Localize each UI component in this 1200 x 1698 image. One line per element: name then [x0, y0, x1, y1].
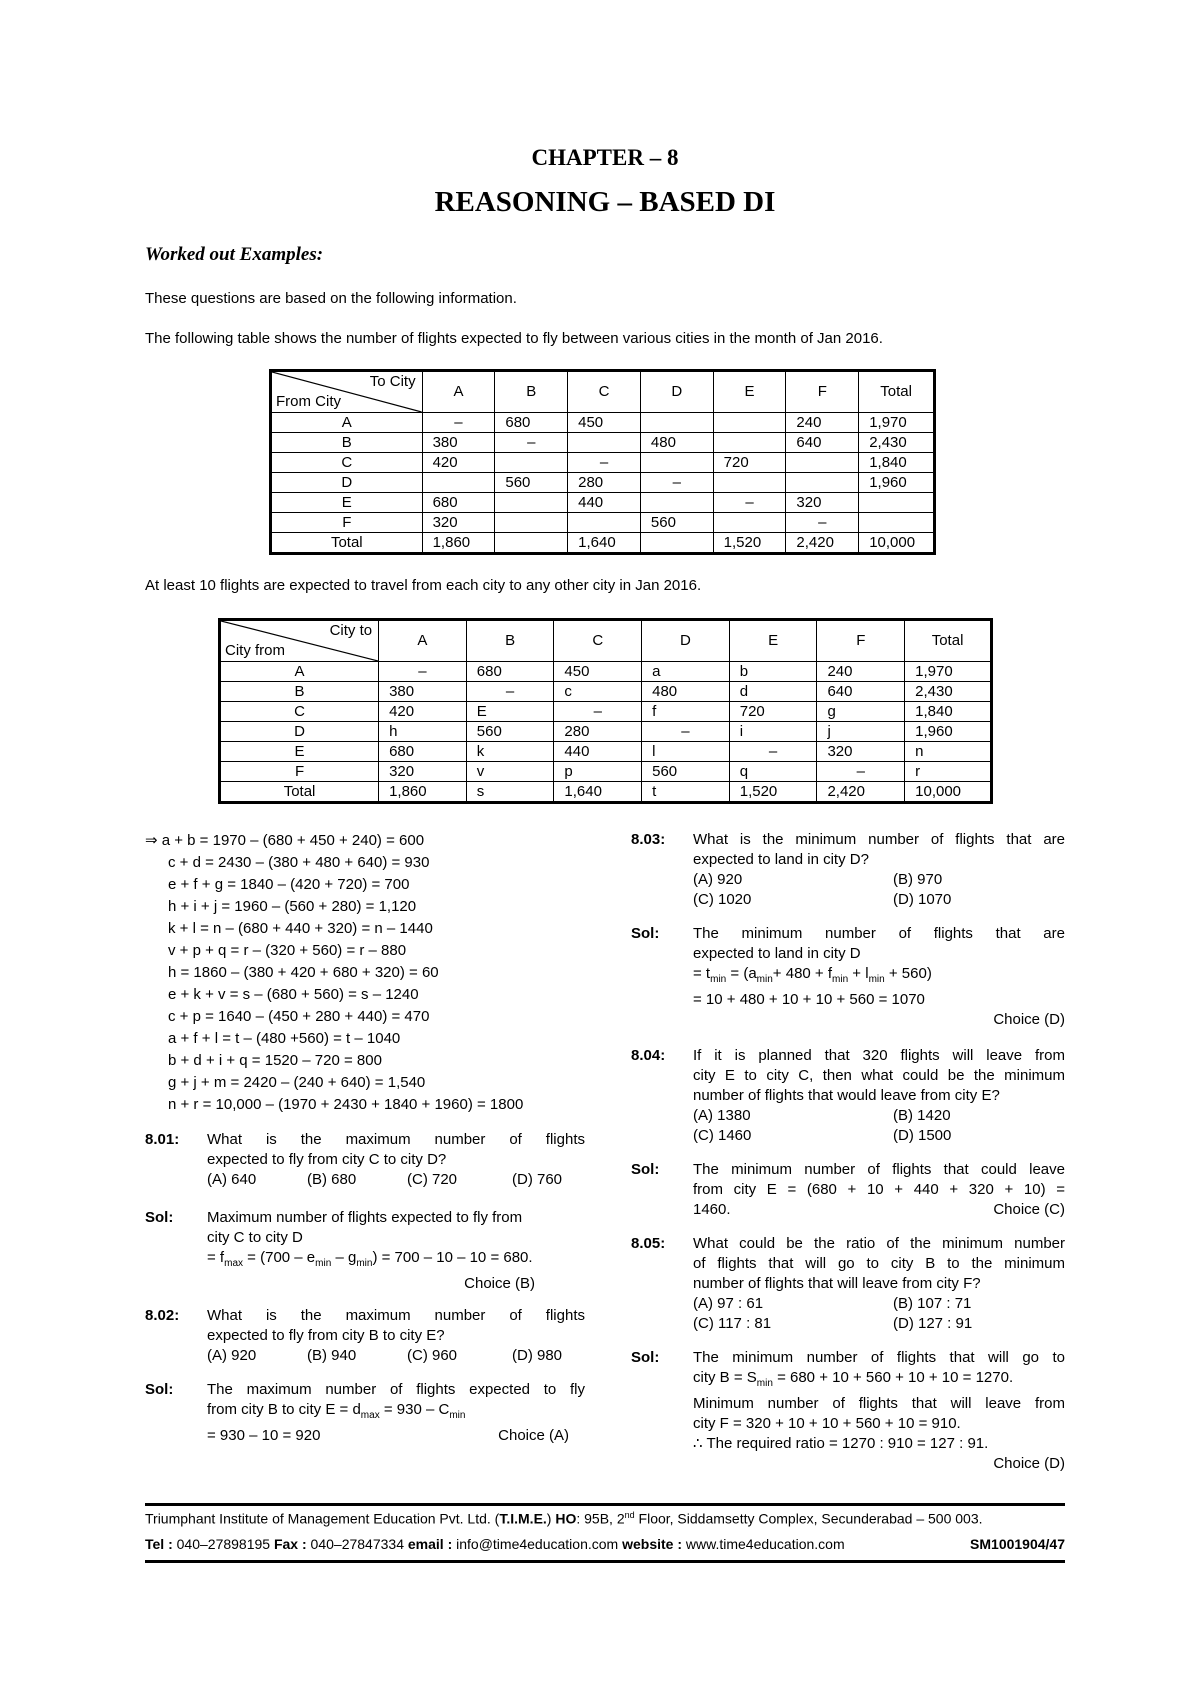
column-header: E: [729, 620, 817, 662]
intro-text-1: These questions are based on the following information.: [145, 290, 517, 307]
column-header: Total: [859, 371, 935, 413]
solution-text: The minimum number of flights that are: [693, 925, 1065, 942]
table-cell: 560: [495, 473, 568, 493]
table-cell: –: [640, 473, 713, 493]
options: [207, 1346, 585, 1366]
option-c: (C) 1020: [693, 891, 752, 908]
question-text: expected to fly from city B to city E?: [207, 1327, 445, 1344]
table-cell: l: [642, 742, 730, 762]
table-cell: [495, 513, 568, 533]
equation-line: v + p + q = r – (320 + 560) = r – 880: [168, 942, 407, 959]
table-cell: q: [729, 762, 817, 782]
row-header: F: [271, 513, 423, 533]
solution-text: The minimum number of flights that could leave: [693, 1161, 1065, 1178]
column-header: A: [379, 620, 467, 662]
column-header: Total: [905, 620, 992, 662]
table-header-row: [220, 620, 992, 662]
question-number: 8.03:: [631, 831, 666, 848]
table-cell: n: [905, 742, 992, 762]
question-text: What is the minimum number of flights that are: [693, 831, 1065, 848]
table-cell: c: [554, 682, 642, 702]
table-cell: 720: [713, 453, 786, 473]
table-cell: 480: [642, 682, 730, 702]
section-subheading: Worked out Examples:: [145, 244, 324, 265]
table-cell: [640, 453, 713, 473]
option-d: (D) 1070: [893, 891, 952, 908]
solution-8-01: [145, 1208, 585, 1294]
question-8-05: [631, 1234, 1065, 1334]
table-cell: 280: [568, 473, 641, 493]
equation-line: k + l = n – (680 + 440 + 320) = n – 1440: [168, 920, 433, 937]
option-c: (C) 720: [407, 1171, 458, 1188]
table-cell: i: [729, 722, 817, 742]
table-cell: 720: [729, 702, 817, 722]
chapter-heading: CHAPTER – 8: [531, 145, 679, 170]
options: [207, 1170, 585, 1190]
table-cell: –: [422, 413, 495, 433]
answer-choice: Choice (D): [993, 1011, 1065, 1028]
solution-text: = $f_{max} = (700 - e_{min} - g_{min}) = 700 - 10 - 10 = 680$.: [207, 1249, 533, 1269]
table-cell: 640: [786, 433, 859, 453]
table-cell: –: [379, 662, 467, 682]
equation-line: e + k + v = s – (680 + 560) = s – 1240: [168, 986, 419, 1003]
option-b: (B) 940: [307, 1347, 357, 1364]
table-cell: [640, 533, 713, 554]
flights-table-2: [218, 618, 993, 804]
row-header: Total: [271, 533, 423, 554]
table-cell: –: [554, 702, 642, 722]
table-header-row: [271, 371, 935, 413]
solution-8-04: [631, 1160, 1065, 1220]
question-number: 8.05:: [631, 1235, 666, 1252]
table-cell: 640: [817, 682, 905, 702]
table-cell: 2,420: [817, 782, 905, 803]
solution-label: Sol:: [145, 1381, 174, 1398]
table-cell: [786, 473, 859, 493]
solution-text: 1460.: [693, 1201, 731, 1218]
question-number: 8.01:: [145, 1131, 180, 1148]
answer-choice: Choice (C): [993, 1201, 1065, 1218]
solution-result: [693, 1200, 1065, 1220]
row-header: C: [271, 453, 423, 473]
solution-label: Sol:: [631, 925, 660, 942]
table-cell: 680: [495, 413, 568, 433]
equation-line: h + i + j = 1960 – (560 + 280) = 1,120: [168, 898, 417, 915]
equation-line: e + f + g = 1840 – (420 + 720) = 700: [168, 876, 410, 893]
solution-text: ∴ The required ratio = 1270 : 910 = 127 : 91.: [693, 1435, 989, 1452]
row-header: B: [220, 682, 379, 702]
solution-text: = $t_{min} = (a_{min}+ 480 + f_{min} + l_{min} + 560)$: [693, 965, 932, 985]
table-row: [220, 722, 992, 742]
intro-text-2: The following table shows the number of flights expected to fly between various cities in the month of Jan 2016.: [145, 330, 883, 347]
table-cell: 380: [422, 433, 495, 453]
question-text: expected to fly from city C to city D?: [207, 1151, 447, 1168]
column-header: D: [642, 620, 730, 662]
page-title: REASONING – BASED DI: [434, 186, 776, 218]
table-cell: [568, 433, 641, 453]
table-cell: 320: [379, 762, 467, 782]
option-d: (D) 1500: [893, 1127, 952, 1144]
question-8-03: [631, 830, 1065, 910]
table-cell: p: [554, 762, 642, 782]
equation-line: a + f + l = t – (480 +560) = t – 1040: [168, 1030, 401, 1047]
table-cell: –: [495, 433, 568, 453]
table-cell: 280: [554, 722, 642, 742]
table-cell: –: [466, 682, 554, 702]
table-cell: –: [568, 453, 641, 473]
table-cell: –: [713, 493, 786, 513]
solution-text: city C to city D: [207, 1229, 303, 1246]
equation-line: h = 1860 – (380 + 420 + 680 + 320) = 60: [168, 964, 439, 981]
option-a: (A) 640: [207, 1171, 257, 1188]
table-cell: 1,520: [713, 533, 786, 554]
option-b: (B) 107 : 71: [893, 1295, 972, 1312]
solution-text: Maximum number of flights expected to fly from: [207, 1209, 523, 1226]
table-cell: 2,420: [786, 533, 859, 554]
row-header: A: [220, 662, 379, 682]
table-cell: 680: [379, 742, 467, 762]
table-row: [220, 742, 992, 762]
table-cell: 1,840: [859, 453, 935, 473]
table-cell: 320: [786, 493, 859, 513]
solution-text: The minimum number of flights that will go to: [693, 1349, 1065, 1366]
equation-line: c + p = 1640 – (450 + 280 + 440) = 470: [168, 1008, 430, 1025]
answer-choice: Choice (B): [464, 1275, 535, 1292]
table-cell: [859, 493, 935, 513]
option-c: (C) 960: [407, 1347, 458, 1364]
table-cell: 2,430: [905, 682, 992, 702]
row-header: F: [220, 762, 379, 782]
answer-choice: Choice (D): [993, 1455, 1065, 1472]
question-text: expected to land in city D?: [693, 851, 869, 868]
column-header: C: [568, 371, 641, 413]
column-header: E: [713, 371, 786, 413]
equations-list: [145, 830, 585, 1116]
table-cell: 450: [554, 662, 642, 682]
option-b: (B) 1420: [893, 1107, 951, 1124]
question-text: If it is planned that 320 flights will leave from: [693, 1047, 1065, 1064]
option-a: (A) 1380: [693, 1107, 751, 1124]
table-row: [271, 513, 935, 533]
solution-8-03: [631, 924, 1065, 1030]
table-row: [220, 762, 992, 782]
table-cell: 10,000: [859, 533, 935, 554]
row-header: B: [271, 433, 423, 453]
table-cell: [495, 453, 568, 473]
footer-rule-top: [145, 1503, 1065, 1506]
row-header: D: [220, 722, 379, 742]
row-header: E: [271, 493, 423, 513]
table-cell: 240: [817, 662, 905, 682]
table-cell: 440: [554, 742, 642, 762]
table-corner-cell: [271, 371, 423, 413]
row-header: Total: [220, 782, 379, 803]
corner-to-label: To City: [369, 373, 416, 390]
table-cell: k: [466, 742, 554, 762]
table-row: [271, 453, 935, 473]
equation-line: n + r = 10,000 – (1970 + 2430 + 1840 + 1960) = 1800: [168, 1096, 524, 1113]
table-cell: 1,640: [554, 782, 642, 803]
solution-text: = 930 – 10 = 920: [207, 1427, 321, 1444]
table-cell: 1,960: [859, 473, 935, 493]
table-cell: j: [817, 722, 905, 742]
column-header: F: [786, 371, 859, 413]
solution-8-02: [145, 1380, 585, 1446]
solution-label: Sol:: [145, 1209, 174, 1226]
table-cell: f: [642, 702, 730, 722]
question-number: 8.04:: [631, 1047, 666, 1064]
table-row: [220, 782, 992, 803]
solution-8-05: [631, 1348, 1065, 1474]
table-cell: [859, 513, 935, 533]
table-cell: [640, 493, 713, 513]
table-row: [271, 473, 935, 493]
table-cell: [568, 513, 641, 533]
question-8-04: [631, 1046, 1065, 1146]
column-header: F: [817, 620, 905, 662]
corner-to-label: City to: [329, 622, 373, 639]
left-column: [145, 830, 585, 1446]
option-a: (A) 97 : 61: [693, 1295, 764, 1312]
table-cell: [495, 493, 568, 513]
table-cell: 10,000: [905, 782, 992, 803]
table-cell: –: [786, 513, 859, 533]
table-cell: 560: [640, 513, 713, 533]
question-text: What could be the ratio of the minimum number: [693, 1235, 1065, 1252]
table-row: [271, 493, 935, 513]
table-cell: –: [817, 762, 905, 782]
table-cell: t: [642, 782, 730, 803]
table-cell: d: [729, 682, 817, 702]
column-header: B: [495, 371, 568, 413]
table-cell: [713, 513, 786, 533]
solution-text: city $B = S_{min} = 680 + 10 + 560 + 10 + 10 = 1270$.: [693, 1369, 1014, 1389]
table-cell: 480: [640, 433, 713, 453]
solution-text: Minimum number of flights that will leave from: [693, 1395, 1065, 1412]
row-header: D: [271, 473, 423, 493]
page: [145, 0, 1065, 1698]
row-header: E: [220, 742, 379, 762]
table-cell: 380: [379, 682, 467, 702]
table-cell: [713, 433, 786, 453]
table-cell: 680: [422, 493, 495, 513]
question-text: number of flights that will leave from city F?: [693, 1275, 981, 1292]
table-cell: E: [466, 702, 554, 722]
footer-contact: Tel : 040–27898195 Fax : 040–27847334 email : info@time4education.com website : www.time4education.com SM1001904/47: [145, 1536, 1065, 1552]
column-header: D: [640, 371, 713, 413]
option-d: (D) 980: [512, 1347, 563, 1364]
table-cell: 420: [422, 453, 495, 473]
table-row: [271, 533, 935, 554]
table-cell: 1,640: [568, 533, 641, 554]
table-cell: 1,840: [905, 702, 992, 722]
table-cell: 1,860: [422, 533, 495, 554]
table-cell: r: [905, 762, 992, 782]
table-cell: b: [729, 662, 817, 682]
table-cell: 320: [817, 742, 905, 762]
solution-text: city F = 320 + 10 + 10 + 560 + 10 = 910.: [693, 1415, 961, 1432]
question-text: What is the maximum number of flights: [207, 1131, 585, 1148]
table-cell: [640, 413, 713, 433]
solution-text: from city E = (680 + 10 + 440 + 320 + 10) =: [693, 1181, 1065, 1198]
table-cell: [786, 453, 859, 473]
table-cell: [713, 473, 786, 493]
table-cell: 560: [642, 762, 730, 782]
table-cell: 1,960: [905, 722, 992, 742]
equation-line: g + j + m = 2420 – (240 + 640) = 1,540: [168, 1074, 426, 1091]
equation-line: ⇒ a + b = 1970 – (680 + 450 + 240) = 600: [145, 832, 425, 849]
corner-from-label: From City: [276, 393, 341, 410]
table-cell: s: [466, 782, 554, 803]
mid-text: At least 10 flights are expected to travel from each city to any other city in Jan 2016.: [145, 577, 702, 594]
table-row: [271, 433, 935, 453]
column-header: A: [422, 371, 495, 413]
answer-choice: Choice (A): [498, 1427, 569, 1444]
question-text: of flights that will go to city B to the minimum: [693, 1255, 1065, 1272]
question-text: number of flights that would leave from city E?: [693, 1087, 1000, 1104]
option-d: (D) 760: [512, 1171, 563, 1188]
question-text: What is the maximum number of flights: [207, 1307, 585, 1324]
table-cell: 1,970: [859, 413, 935, 433]
table-cell: v: [466, 762, 554, 782]
question-text: city E to city C, then what could be the minimum: [693, 1067, 1065, 1084]
corner-from-label: City from: [225, 642, 285, 659]
table-cell: 560: [466, 722, 554, 742]
table-row: [271, 413, 935, 433]
table-cell: 420: [379, 702, 467, 722]
table-cell: a: [642, 662, 730, 682]
table-cell: 1,520: [729, 782, 817, 803]
footer-address: Triumphant Institute of Management Education Pvt. Ltd. (T.I.M.E.) HO: 95B, 2nd Floor, Siddamsetty Complex, Secunderabad – 500 003.: [145, 1510, 983, 1527]
table-cell: 450: [568, 413, 641, 433]
table-cell: 320: [422, 513, 495, 533]
table-cell: 1,860: [379, 782, 467, 803]
table-cell: [495, 533, 568, 554]
solution-text: from city B to city $E = d_{max} = 930 - C_{min}$: [207, 1401, 466, 1421]
solution-text: The maximum number of flights expected to fly: [207, 1381, 585, 1398]
table-cell: g: [817, 702, 905, 722]
option-a: (A) 920: [693, 871, 743, 888]
table-cell: –: [729, 742, 817, 762]
option-c: (C) 117 : 81: [693, 1315, 772, 1332]
row-header: A: [271, 413, 423, 433]
column-header: C: [554, 620, 642, 662]
option-b: (B) 680: [307, 1171, 357, 1188]
option-a: (A) 920: [207, 1347, 257, 1364]
table-cell: [422, 473, 495, 493]
document-code: SM1001904/47: [970, 1536, 1065, 1552]
solution-label: Sol:: [631, 1161, 660, 1178]
question-8-01: [145, 1130, 585, 1190]
table-cell: h: [379, 722, 467, 742]
solution-result: [207, 1426, 585, 1446]
equation-line: c + d = 2430 – (380 + 480 + 640) = 930: [168, 854, 430, 871]
table-cell: 240: [786, 413, 859, 433]
table-cell: [713, 413, 786, 433]
table-cell: 680: [466, 662, 554, 682]
table-cell: 440: [568, 493, 641, 513]
table-row: [220, 662, 992, 682]
table-row: [220, 682, 992, 702]
option-b: (B) 970: [893, 871, 943, 888]
table-corner-cell: [220, 620, 379, 662]
flights-table-1: [269, 369, 936, 555]
equation-line: b + d + i + q = 1520 – 720 = 800: [168, 1052, 382, 1069]
column-header: B: [466, 620, 554, 662]
footer-rule-bottom: [145, 1560, 1065, 1563]
table-row: [220, 702, 992, 722]
table-cell: –: [642, 722, 730, 742]
question-8-02: [145, 1306, 585, 1366]
option-c: (C) 1460: [693, 1127, 752, 1144]
solution-text: = 10 + 480 + 10 + 10 + 560 = 1070: [693, 991, 925, 1008]
solution-label: Sol:: [631, 1349, 660, 1366]
right-column: [631, 830, 1065, 1474]
table-cell: 2,430: [859, 433, 935, 453]
question-number: 8.02:: [145, 1307, 180, 1324]
solution-text: expected to land in city D: [693, 945, 861, 962]
row-header: C: [220, 702, 379, 722]
option-d: (D) 127 : 91: [893, 1315, 973, 1332]
table-cell: 1,970: [905, 662, 992, 682]
